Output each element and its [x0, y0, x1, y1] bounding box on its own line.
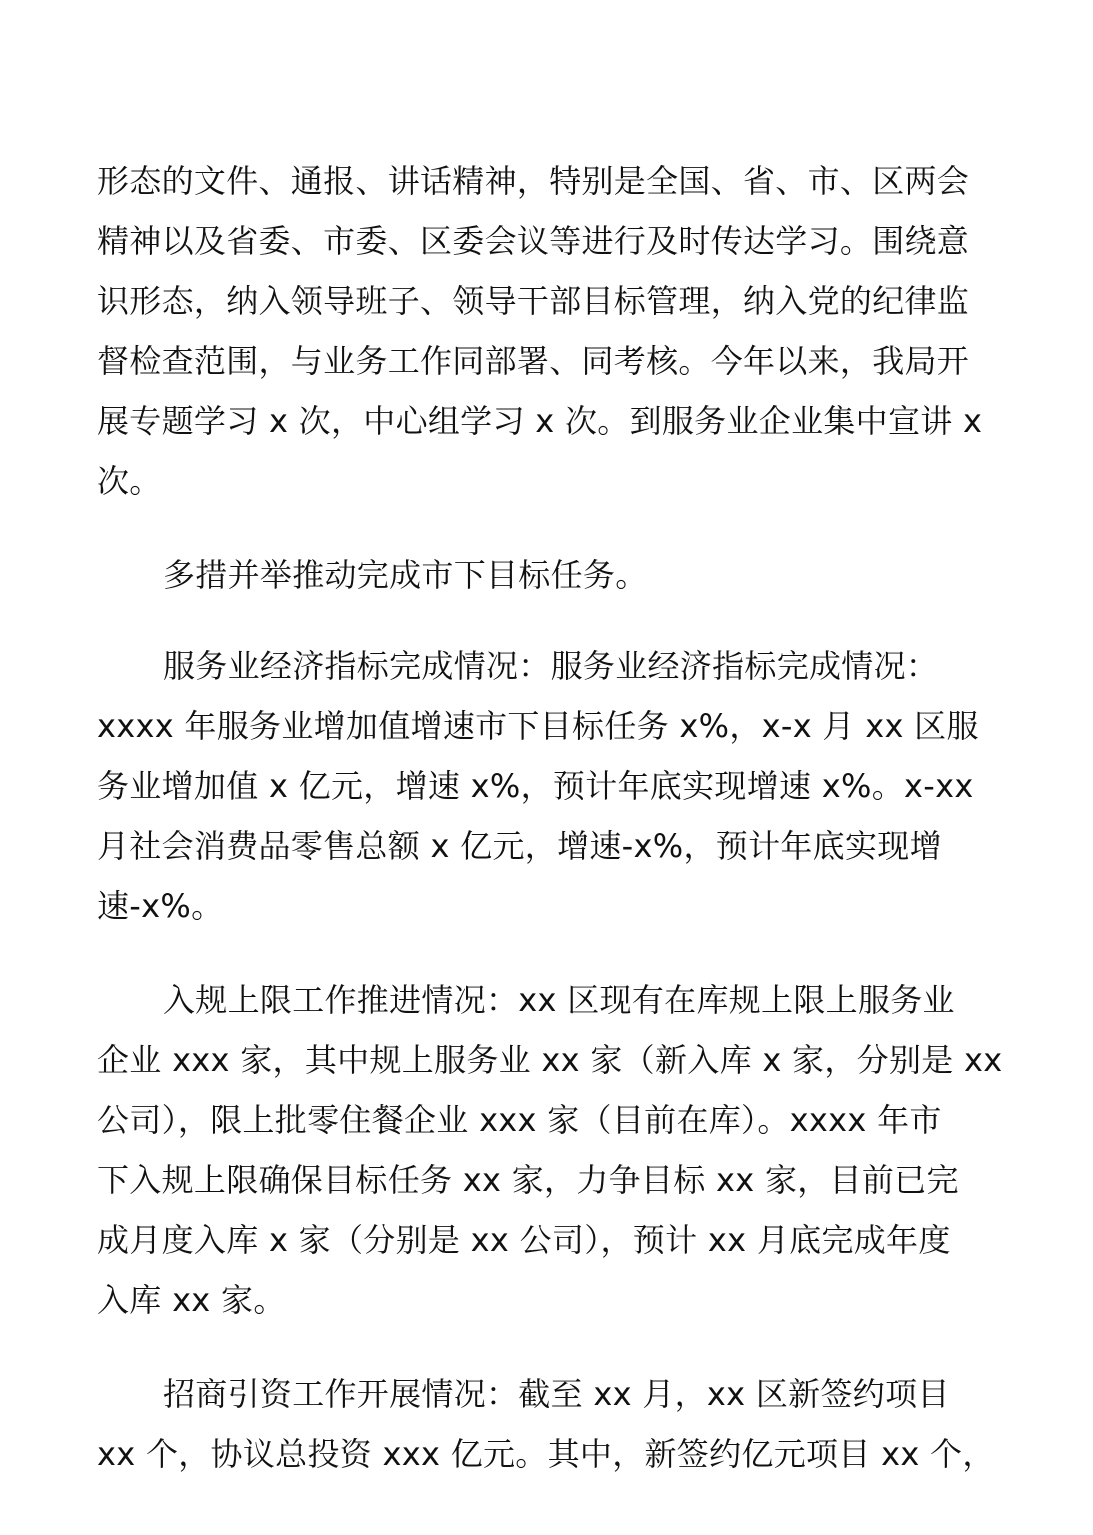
text-line: 精神以及省委、市委、区委会议等进行及时传达学习。围绕意	[97, 222, 970, 260]
text-line: 成月度入库 x 家（分别是 xx 公司），预计 xx 月底完成年度	[97, 1221, 951, 1259]
text-line: 服务业经济指标完成情况：服务业经济指标完成情况：	[163, 647, 939, 685]
text-line: 速-x%。	[97, 887, 224, 925]
text-line: 次。	[97, 462, 162, 500]
text-line: 企业 xxx 家，其中规上服务业 xx 家（新入库 x 家，分别是 xx	[97, 1041, 1003, 1079]
text-line: 下入规上限确保目标任务 xx 家，力争目标 xx 家，目前已完	[97, 1161, 959, 1199]
text-line: 形态的文件、通报、讲话精神，特别是全国、省、市、区两会	[97, 162, 970, 200]
text-line: 识形态，纳入领导班子、领导干部目标管理，纳入党的纪律监	[97, 282, 970, 320]
section-heading-targets	[97, 545, 1002, 605]
paragraph-enterprise-registration	[97, 970, 1002, 1330]
text-line: 督检查范围，与业务工作同部署、同考核。今年以来，我局开	[97, 342, 970, 380]
text-line: 入规上限工作推进情况：xx 区现有在库规上限上服务业	[163, 981, 955, 1019]
paragraph-investment-attraction	[97, 1364, 1002, 1484]
text-line: 务业增加值 x 亿元，增速 x%，预计年底实现增速 x%。x-xx	[97, 767, 974, 805]
text-line: 招商引资工作开展情况：截至 xx 月，xx 区新签约项目	[163, 1375, 950, 1413]
text-line: xxxx 年服务业增加值增速市下目标任务 x%，x-x 月 xx 区服	[97, 707, 979, 745]
text-line: 公司），限上批零住餐企业 xxx 家（目前在库）。xxxx 年市	[97, 1101, 942, 1139]
heading-text: 多措并举推动完成市下目标任务。	[163, 556, 648, 594]
paragraph-ideology-study	[97, 151, 1002, 511]
text-line: 月社会消费品零售总额 x 亿元，增速-x%，预计年底实现增	[97, 827, 942, 865]
text-line: 入库 xx 家。	[97, 1281, 286, 1319]
text-line: 展专题学习 x 次，中心组学习 x 次。到服务业企业集中宣讲 x	[97, 402, 983, 440]
text-line: xx 个，协议总投资 xxx 亿元。其中，新签约亿元项目 xx 个，	[97, 1435, 995, 1473]
paragraph-economic-indicators	[97, 636, 1002, 936]
